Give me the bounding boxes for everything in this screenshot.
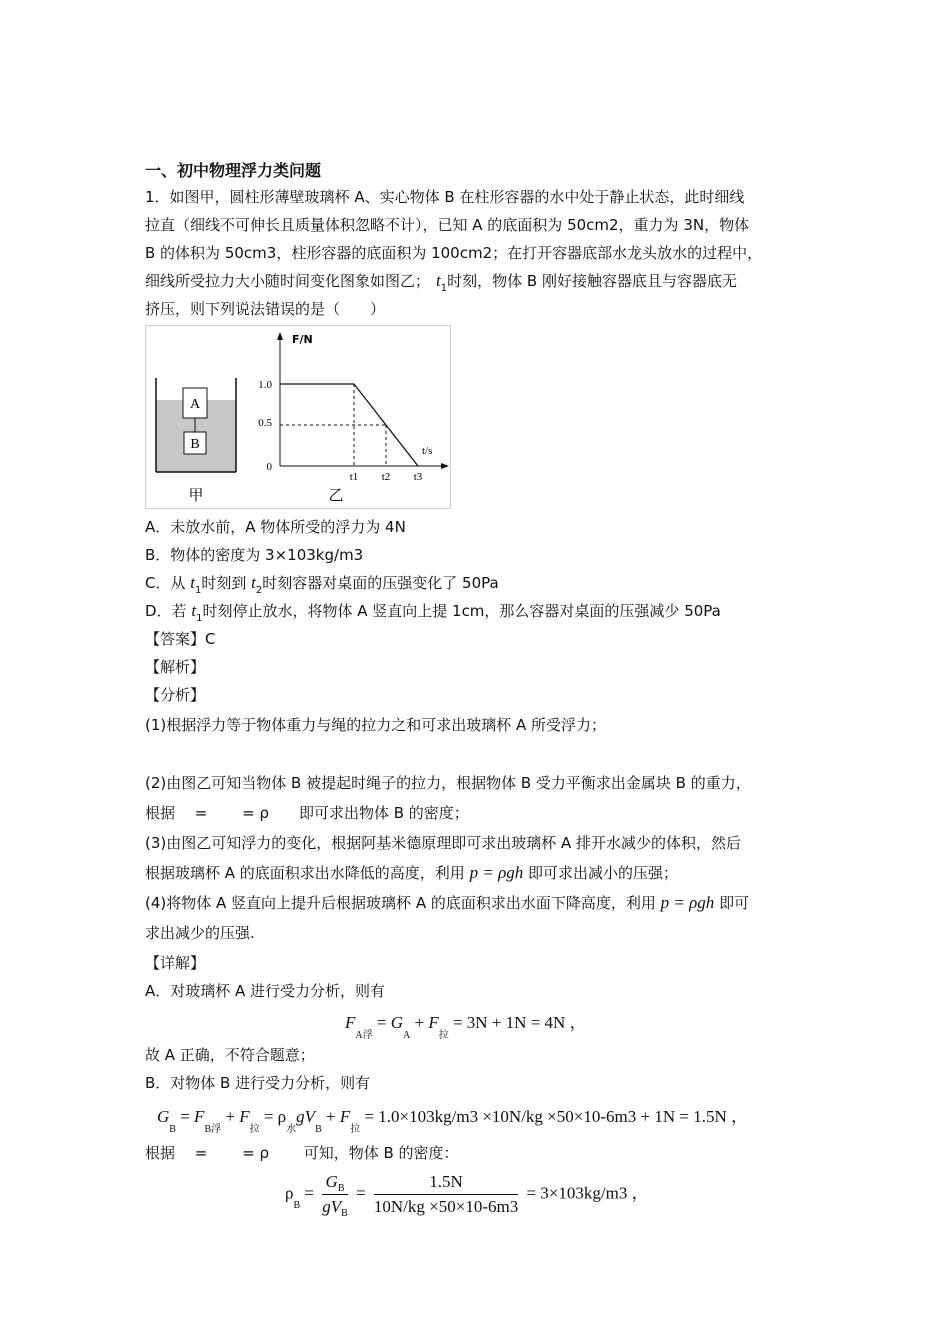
option-d: D．若 $t_1$时刻停止放水，将物体 A 竖直向上提 1cm，那么容器对桌面的压强减少 50Pa xyxy=(145,601,721,624)
analysis-p2b: 根据 = = ρ 即可求出物体 B 的密度； xyxy=(145,804,469,822)
question-line-5: 挤压，则下列说法错误的是（ ） xyxy=(145,300,386,318)
section-title: 一、初中物理浮力类问题 xyxy=(145,161,322,180)
detail-a-intro: A．对玻璃杯 A 进行受力分析，则有 xyxy=(145,982,386,1000)
caption-yi: 乙 xyxy=(328,486,344,504)
question-line-3: B 的体积为 50cm3，柱形容器的底面积为 100cm2；在打开容器底部水龙头放水的过程中， xyxy=(145,244,763,262)
x-tick-t1: t1 xyxy=(349,471,359,483)
label-a: A xyxy=(189,397,201,412)
figure-svg xyxy=(146,326,450,508)
answer: 【答案】C xyxy=(145,630,216,648)
y-tick-1: 1.0 xyxy=(258,379,272,391)
x-axis-arrow xyxy=(441,463,449,469)
fenxi-head: 【分析】 xyxy=(145,686,206,704)
option-b: B．物体的密度为 3×103kg/m3 xyxy=(145,546,364,564)
detail-head: 【详解】 xyxy=(145,954,206,972)
option-c: C．从 $t_1$时刻到 $t_2$时刻容器对桌面的压强变化了 50Pa xyxy=(145,573,499,596)
x-tick-t2: t2 xyxy=(381,471,391,483)
container-diagram xyxy=(156,378,236,504)
analysis-p4a: (4)将物体 A 竖直向上提升后根据玻璃杯 A 的底面积求出水面下降高度，利用 p = ρgh 即可 xyxy=(145,893,750,912)
label-b: B xyxy=(190,437,200,452)
x-axis-label: t/s xyxy=(422,445,433,457)
series-group xyxy=(280,384,418,466)
fraction-values: $\frac{1.5N}{10N/kg \times 50\times 10-6m3}$ xyxy=(373,1172,519,1216)
y-axis-arrow xyxy=(277,332,283,340)
equation-b: $G_B = F_{B浮} + F_拉 = \rho_水gV_B + F_拉 = 1.0\times 103kg/m3 \times 10N/kg \times 50\times 10-6m3 + 1N = 1.5N$ ， xyxy=(157,1107,748,1135)
series-segment-3 xyxy=(386,425,418,466)
question-line-4: 细线所受拉力大小随时间变化图象如图乙； $t_1$时刻，物体 B 刚好接触容器底且与容器底无 xyxy=(145,271,737,294)
question-figure xyxy=(145,325,451,509)
y-axis-label: F/N xyxy=(292,333,313,346)
y-tick-05: 0.5 xyxy=(258,417,272,429)
detail-b-mid: 根据 = = ρ 可知，物体 B 的密度： xyxy=(145,1144,459,1162)
analysis-head: 【解析】 xyxy=(145,658,206,676)
analysis-p3b: 根据玻璃杯 A 的底面积求出水降低的高度，利用 p = ρgh 即可求出减小的压强； xyxy=(145,863,679,882)
analysis-p1: (1)根据浮力等于物体重力与绳的拉力之和可求出玻璃杯 A 所受浮力； xyxy=(145,716,607,734)
fraction-gb: $\frac{G_B}{gV_B}$ xyxy=(322,1172,348,1219)
analysis-p3a: (3)由图乙可知浮力的变化，根据阿基米德原理即可求出玻璃杯 A 排开水减少的体积，然后 xyxy=(145,834,742,852)
detail-b-intro: B．对物体 B 进行受力分析，则有 xyxy=(145,1074,371,1092)
question-line-1: 1．如图甲，圆柱形薄壁玻璃杯 A、实心物体 B 在柱形容器的水中处于静止状态，此时细线 xyxy=(145,188,745,206)
series-segment-2 xyxy=(354,384,386,425)
equation-c: $\rho_B$ = $\frac{G_B}{gV_B}$ = $\frac{1.5N}{10N/kg \times 50\times 10-6m3}$ = 3×103kg/m3 ， xyxy=(285,1172,649,1219)
force-time-graph xyxy=(258,332,449,504)
option-a: A．未放水前，A 物体所受的浮力为 4N xyxy=(145,518,406,536)
analysis-p4b: 求出减少的压强. xyxy=(145,924,255,942)
analysis-p2a: (2)由图乙可知当物体 B 被提起时绳子的拉力，根据物体 B 受力平衡求出金属块 B 的重力， xyxy=(145,774,751,792)
detail-a-conclusion: 故 A 正确，不符合题意； xyxy=(145,1046,315,1064)
question-line-2: 拉直（细线不可伸长且质量体积忽略不计），已知 A 的底面积为 50cm2，重力为 3N，物体 xyxy=(145,216,750,234)
x-tick-t3: t3 xyxy=(413,471,423,483)
caption-jia: 甲 xyxy=(188,486,204,504)
y-tick-0: 0 xyxy=(266,461,272,473)
equation-a: $F_{A浮} = G_A + F_拉 = 3N + 1N = 4N$ ， xyxy=(345,1013,587,1041)
